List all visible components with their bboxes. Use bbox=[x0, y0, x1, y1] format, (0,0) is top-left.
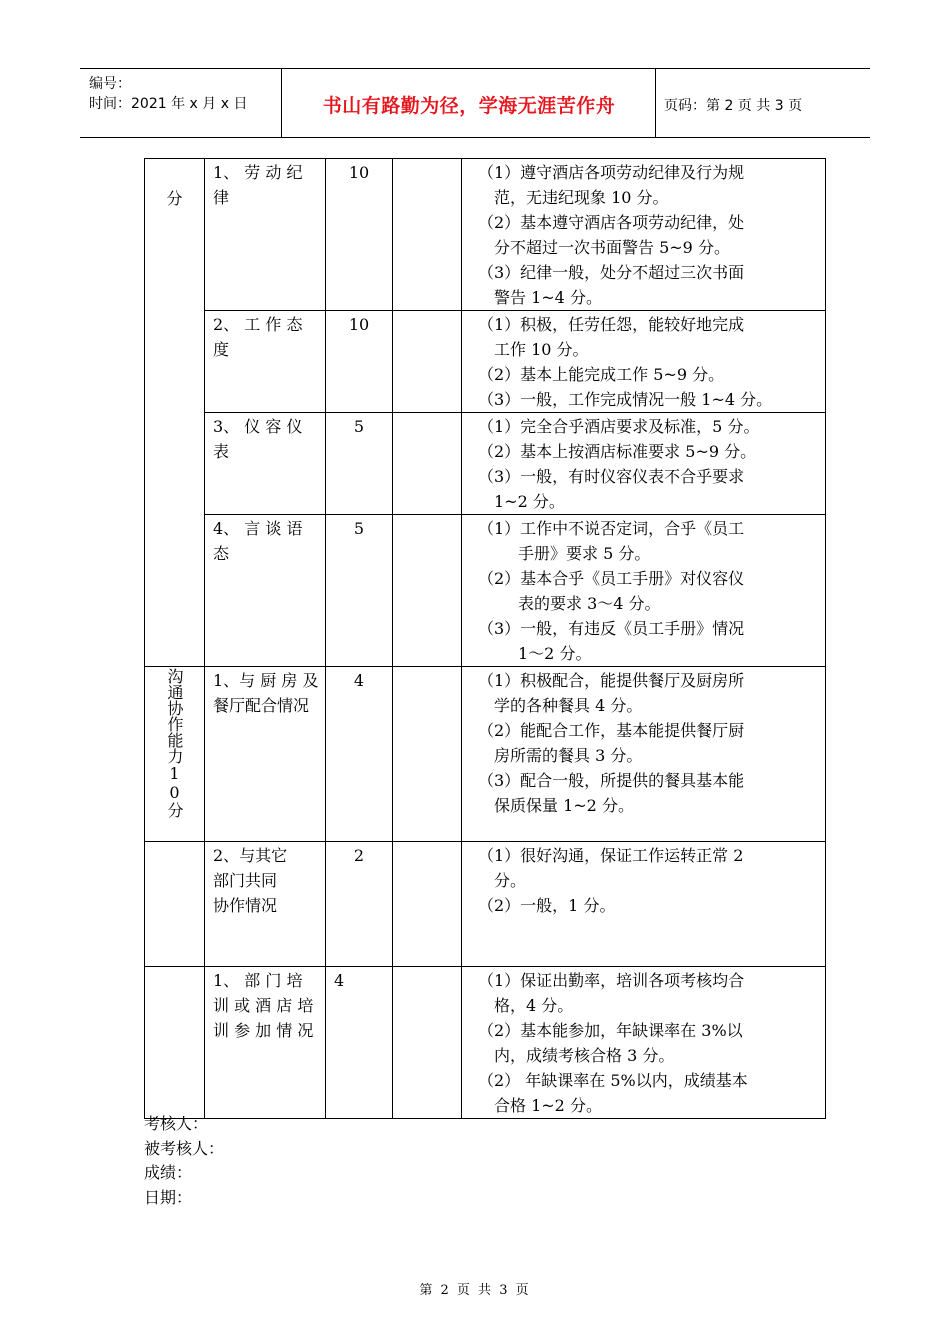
actual-score-cell bbox=[393, 159, 462, 311]
table-row bbox=[145, 842, 826, 967]
criterion-item bbox=[478, 260, 821, 310]
criterion-line-continued: 格，4 分。 bbox=[494, 996, 574, 1015]
criterion-line: （3）配合一般，所提供的餐具基本能 bbox=[478, 771, 745, 790]
criterion-line-continued: 内，成绩考核合格 3 分。 bbox=[494, 1046, 675, 1065]
number-label: 编号： bbox=[89, 76, 131, 92]
item-label: 1、与 厨 房 及餐厅配合情况 bbox=[213, 671, 319, 715]
criterion-line: （2）基本上按酒店标准要求 5~9 分。 bbox=[478, 442, 757, 461]
actual-score-cell bbox=[393, 413, 462, 515]
criterion-line-continued: 工作 10 分。 bbox=[494, 340, 589, 359]
score-cell bbox=[326, 311, 393, 413]
criteria-cell bbox=[462, 667, 826, 842]
criteria-cell bbox=[462, 842, 826, 967]
item-cell bbox=[205, 515, 326, 667]
actual-score-cell bbox=[393, 842, 462, 967]
signature-fields bbox=[144, 1112, 224, 1210]
table-row bbox=[145, 967, 826, 1119]
criterion-item bbox=[478, 414, 821, 439]
actual-score-cell bbox=[393, 667, 462, 842]
criterion-item bbox=[478, 968, 821, 1018]
evaluation-table bbox=[144, 158, 826, 1119]
criterion-line: （3）一般，有违反《员工手册》情况 bbox=[478, 619, 745, 638]
item-label: 2、 工 作 态 度 bbox=[213, 315, 303, 359]
criterion-item bbox=[478, 516, 821, 566]
score-value: 10 bbox=[348, 315, 370, 334]
criterion-line-continued: 合格 1~2 分。 bbox=[494, 1096, 602, 1115]
score-field: 成绩： bbox=[144, 1163, 193, 1182]
criterion-item bbox=[478, 312, 821, 362]
examiner-field: 考核人： bbox=[144, 1114, 209, 1133]
category-text: 分 bbox=[166, 189, 183, 208]
criterion-line: （2）基本上能完成工作 5~9 分。 bbox=[478, 365, 725, 384]
criterion-item bbox=[478, 616, 821, 666]
criterion-line-continued: 范，无违纪现象 10 分。 bbox=[494, 188, 669, 207]
document-header bbox=[80, 68, 870, 138]
score-value: 5 bbox=[353, 519, 365, 538]
criterion-item bbox=[478, 1018, 821, 1068]
score-cell bbox=[326, 413, 393, 515]
category-cell bbox=[145, 667, 205, 842]
criterion-line: （1）遵守酒店各项劳动纪律及行为规 bbox=[478, 163, 745, 182]
item-label: 3、 仪 容 仪 表 bbox=[213, 417, 303, 461]
score-cell bbox=[326, 667, 393, 842]
criterion-line: （1）积极配合，能提供餐厅及厨房所 bbox=[478, 671, 745, 690]
criterion-line-continued: 房所需的餐具 3 分。 bbox=[494, 746, 643, 765]
item-cell bbox=[205, 967, 326, 1119]
category-cell bbox=[145, 967, 205, 1119]
time-label: 时间：2021 年 x 月 x 日 bbox=[89, 96, 248, 112]
criteria-cell bbox=[462, 515, 826, 667]
criteria-cell bbox=[462, 967, 826, 1119]
item-label: 4、 言 谈 语 态 bbox=[213, 519, 303, 563]
item-label: 1、 部 门 培 训 或 酒 店 培 训 参 加 情 况 bbox=[213, 971, 314, 1040]
date-field: 日期： bbox=[144, 1187, 193, 1207]
category-cell bbox=[145, 159, 205, 311]
criterion-item bbox=[478, 843, 821, 893]
criterion-item bbox=[478, 387, 821, 412]
criterion-line: （2）能配合工作，基本能提供餐厅厨 bbox=[478, 721, 745, 740]
table-row bbox=[145, 413, 826, 515]
criterion-item bbox=[478, 439, 821, 464]
actual-score-cell bbox=[393, 515, 462, 667]
criterion-line: （2）基本遵守酒店各项劳动纪律，处 bbox=[478, 213, 745, 232]
item-label: 2、与其它部门共同协作情况 bbox=[213, 846, 288, 915]
criterion-line: （1）很好沟通，保证工作运转正常 2 bbox=[478, 846, 744, 865]
criterion-line-continued: 学的各种餐具 4 分。 bbox=[494, 696, 643, 715]
criterion-item bbox=[478, 1068, 821, 1118]
criterion-line: （3）纪律一般，处分不超过三次书面 bbox=[478, 263, 745, 282]
score-value: 2 bbox=[353, 846, 365, 865]
criterion-line: （2）一般，1 分。 bbox=[478, 896, 616, 915]
table-row bbox=[145, 159, 826, 311]
score-value: 4 bbox=[353, 671, 365, 690]
criterion-line-continued: 手册》要求 5 分。 bbox=[518, 544, 651, 563]
table-row bbox=[145, 515, 826, 667]
criterion-line: （1）工作中不说否定词，合乎《员工 bbox=[478, 519, 745, 538]
category-cell bbox=[145, 515, 205, 667]
header-meta bbox=[89, 74, 247, 114]
page-info: 页码：第 2 页 共 3 页 bbox=[664, 98, 803, 114]
actual-score-cell bbox=[393, 967, 462, 1119]
criteria-cell bbox=[462, 159, 826, 311]
criterion-item bbox=[478, 668, 821, 718]
criterion-line-continued: 分不超过一次书面警告 5~9 分。 bbox=[494, 238, 730, 257]
score-cell bbox=[326, 515, 393, 667]
header-motto: 书山有路勤为径，学海无涯苦作舟 bbox=[322, 95, 616, 117]
criterion-line-continued: 1~2 分。 bbox=[494, 492, 565, 511]
criterion-line: （1）保证出勤率，培训各项考核均合 bbox=[478, 971, 745, 990]
table-row bbox=[145, 311, 826, 413]
criterion-item bbox=[478, 160, 821, 210]
score-value: 4 bbox=[334, 971, 345, 990]
criterion-item bbox=[478, 210, 821, 260]
score-cell bbox=[326, 159, 393, 311]
criterion-line: （2）基本合乎《员工手册》对仪容仪 bbox=[478, 569, 745, 588]
score-value: 10 bbox=[348, 163, 370, 182]
criterion-line: （2） 年缺课率在 5%以内，成绩基本 bbox=[478, 1071, 748, 1090]
criterion-line: （2）基本能参加，年缺课率在 3%以 bbox=[478, 1021, 743, 1040]
criterion-line: （1）积极，任劳任怨，能较好地完成 bbox=[478, 315, 745, 334]
score-value: 5 bbox=[353, 417, 365, 436]
criterion-item bbox=[478, 566, 821, 616]
examinee-field: 被考核人： bbox=[144, 1138, 225, 1158]
criterion-line-continued: 保质保量 1~2 分。 bbox=[494, 796, 634, 815]
item-cell bbox=[205, 159, 326, 311]
table-row bbox=[145, 667, 826, 842]
criterion-line-continued: 警告 1~4 分。 bbox=[494, 288, 602, 307]
page-number: 第 2 页 共 3 页 bbox=[419, 1283, 531, 1298]
score-cell bbox=[326, 967, 393, 1119]
criterion-line-continued: 1～2 分。 bbox=[518, 644, 592, 663]
score-cell bbox=[326, 842, 393, 967]
category-text: 沟通协作能力10分 bbox=[165, 668, 184, 818]
criterion-item bbox=[478, 718, 821, 768]
item-cell bbox=[205, 667, 326, 842]
criterion-line: （3）一般，有时仪容仪表不合乎要求 bbox=[478, 467, 745, 486]
item-cell bbox=[205, 311, 326, 413]
item-cell bbox=[205, 842, 326, 967]
criteria-cell bbox=[462, 311, 826, 413]
item-label: 1、 劳 动 纪 律 bbox=[213, 163, 303, 207]
criterion-line-continued: 分。 bbox=[494, 871, 527, 890]
criterion-line: （3）一般，工作完成情况一般 1~4 分。 bbox=[478, 390, 773, 409]
item-cell bbox=[205, 413, 326, 515]
category-cell bbox=[145, 842, 205, 967]
criterion-item bbox=[478, 362, 821, 387]
criterion-line: （1）完全合乎酒店要求及标准，5 分。 bbox=[478, 417, 760, 436]
criterion-line-continued: 表的要求 3～4 分。 bbox=[518, 594, 661, 613]
criterion-item bbox=[478, 464, 821, 514]
actual-score-cell bbox=[393, 311, 462, 413]
criterion-item bbox=[478, 768, 821, 818]
category-cell bbox=[145, 413, 205, 515]
category-cell bbox=[145, 311, 205, 413]
criterion-item bbox=[478, 893, 821, 918]
criteria-cell bbox=[462, 413, 826, 515]
